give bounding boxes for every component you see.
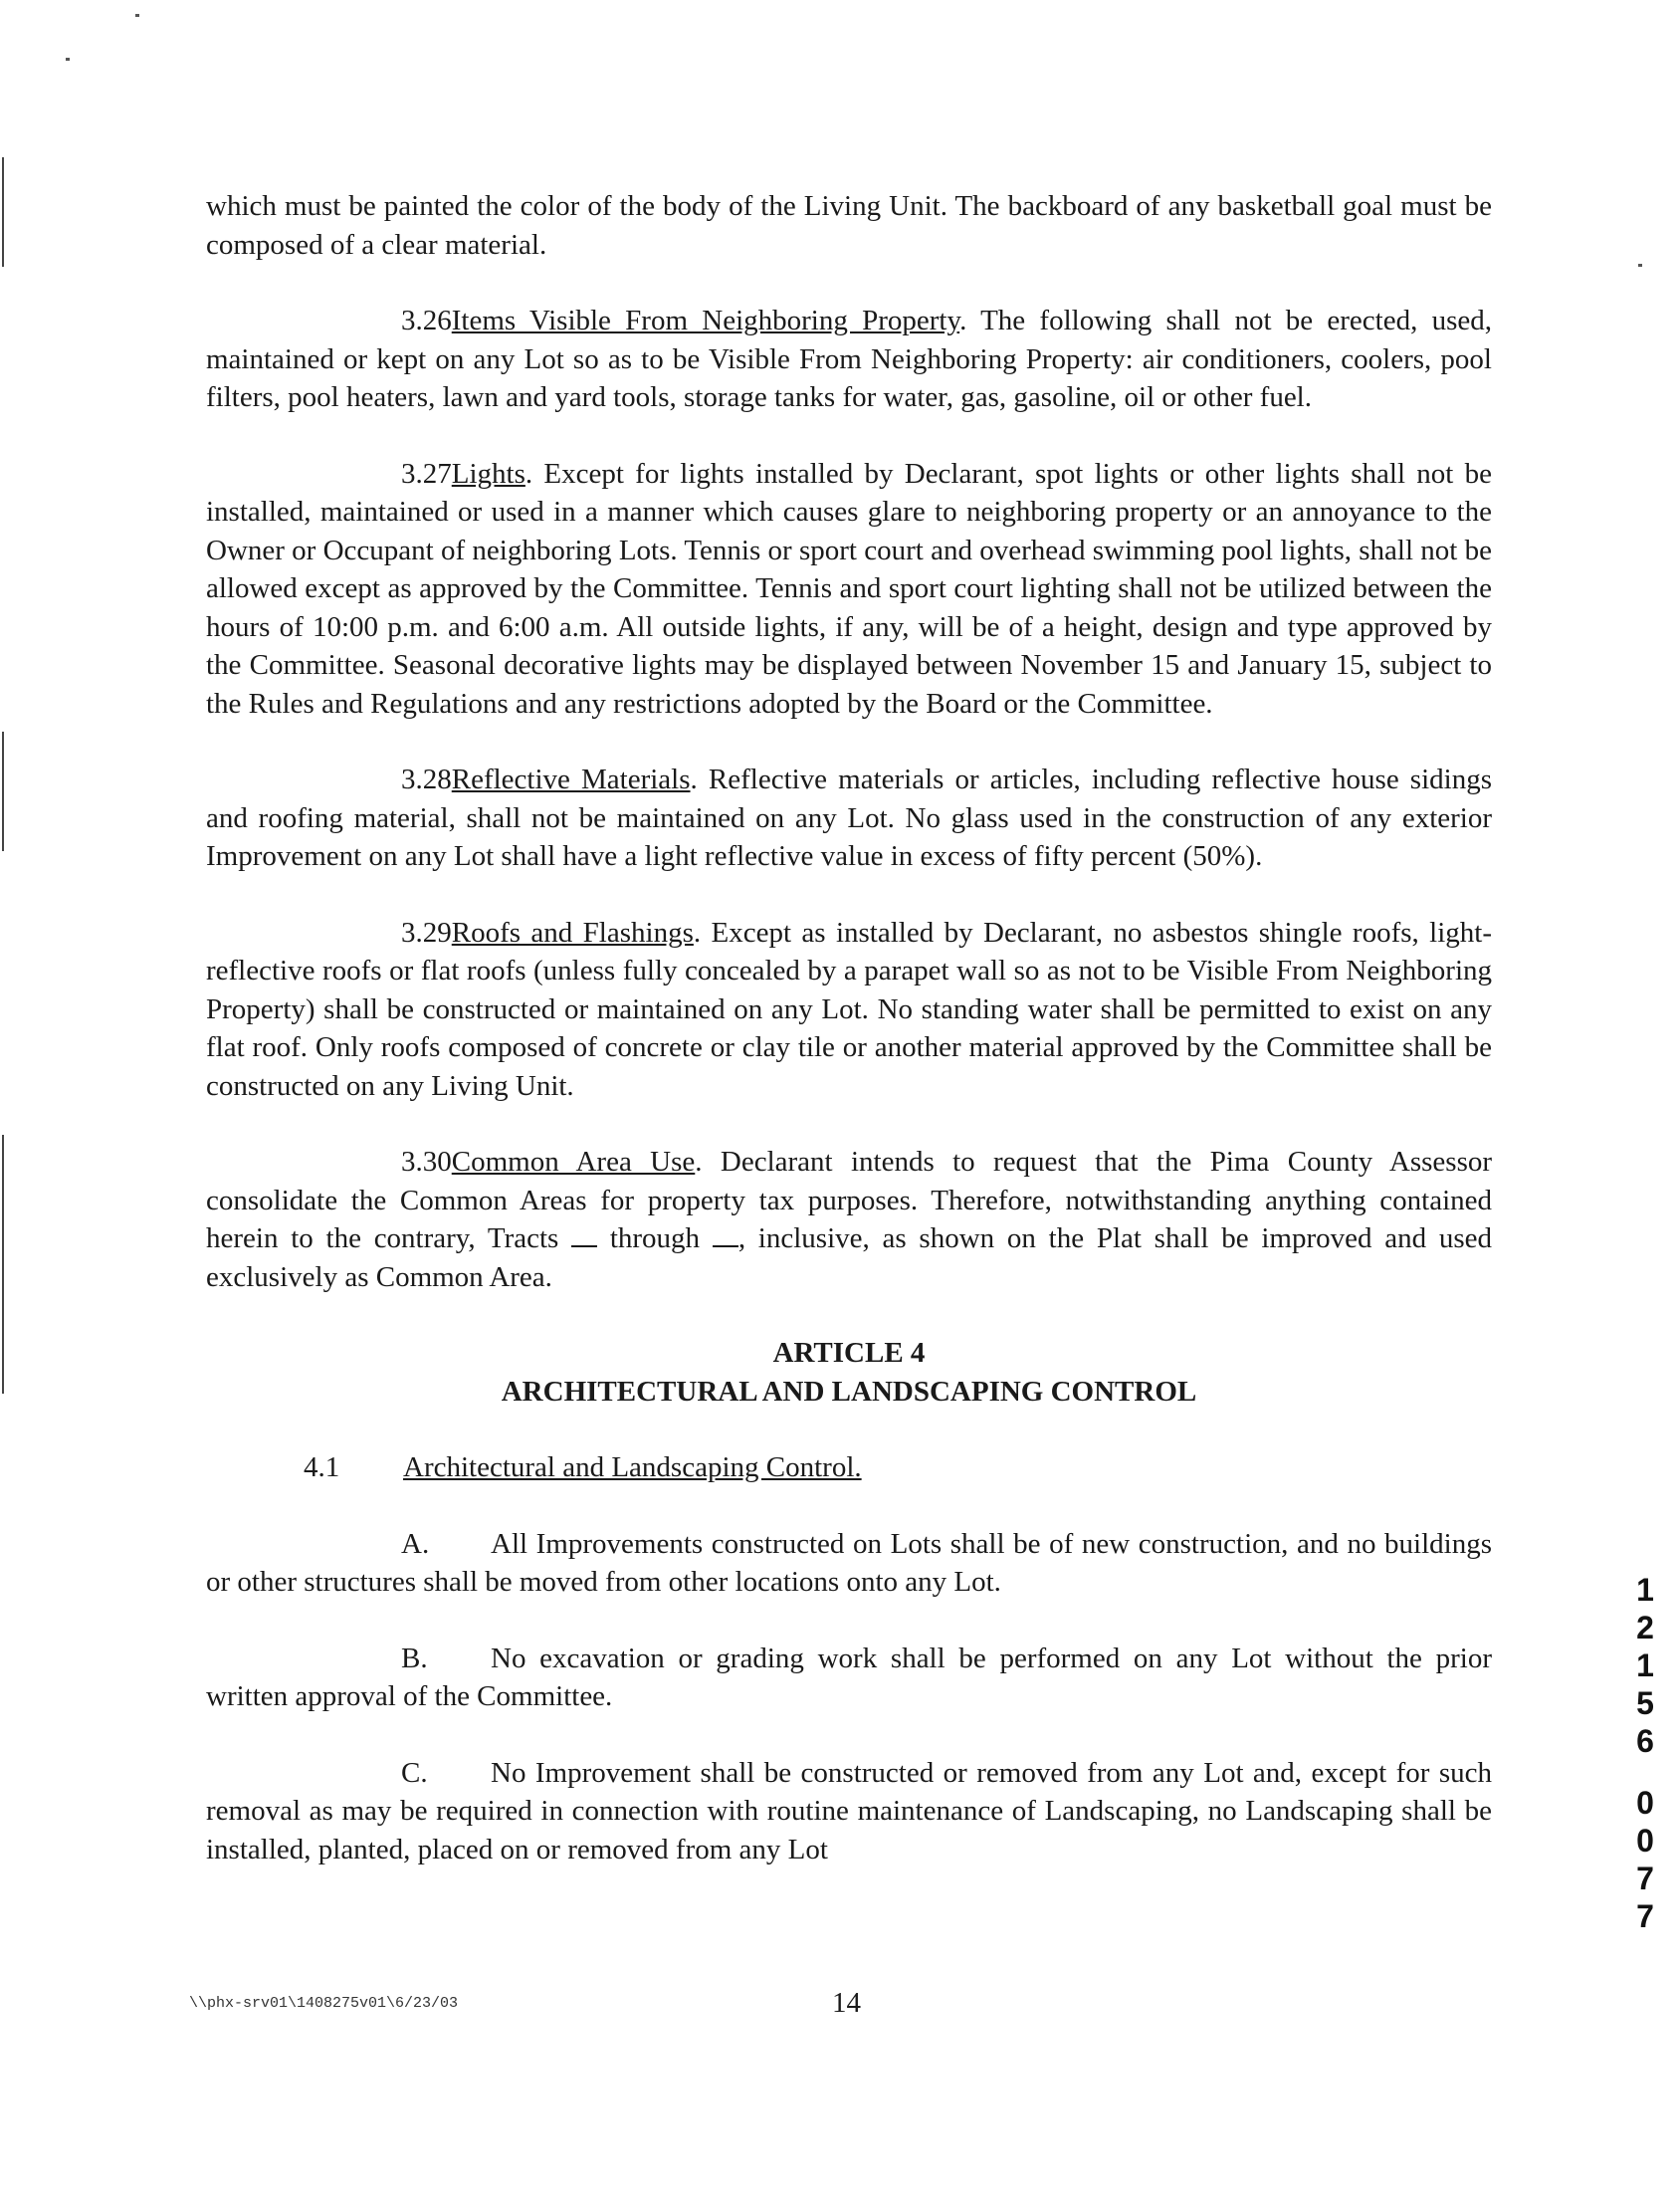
article-number: ARTICLE 4: [772, 1337, 926, 1369]
section-number: 3.29: [401, 916, 452, 949]
item-text: All Improvements constructed on Lots shall be of new construction, and no buildings or other structures shall be moved from other locations onto any Lot.: [206, 1527, 1492, 1598]
section-title: Items Visible From Neighboring Property: [451, 305, 960, 336]
item-text: No Improvement shall be constructed or removed from any Lot and, except for such removal as may be required in connection with routine maintenance of Landscaping, no Landscaping shall be installed, planted, placed on or removed from any Lot: [206, 1756, 1492, 1865]
continuation-paragraph: which must be painted the color of the body of the Living Unit. The backboard of any basketball goal must be composed of a clear material.: [206, 190, 1492, 261]
recording-stamp-number: [1630, 1571, 1660, 1935]
section-number: 3.28: [401, 764, 452, 795]
stamp-digit: 1: [1636, 1647, 1654, 1683]
subsection-number: 4.1: [304, 1451, 340, 1483]
scan-speck: [66, 58, 70, 61]
stamp-digit: 6: [1636, 1723, 1654, 1759]
section-body: , inclusive, as shown on the Plat shall be improved and used exclusively as Common Area.: [206, 1222, 1492, 1293]
footer-document-reference: \\phx-srv01\1408275v01\6/23/03: [189, 1995, 459, 2012]
section-body: Reflective materials or articles, including reflective house sidings and roofing material, shall not be maintained on any Lot. No glass used in the construction of any exterior Improvement on any Lot shall have a light reflective value in excess of fifty percent (50%).: [206, 764, 1492, 872]
section-number: 3.26: [401, 305, 452, 336]
scan-speck: [135, 14, 139, 17]
stamp-digit: 0: [1636, 1823, 1654, 1859]
section-title: Lights: [451, 457, 525, 490]
scan-speck: [1638, 264, 1642, 267]
item-letter: A.: [401, 1527, 430, 1560]
stamp-digit: 7: [1636, 1861, 1654, 1896]
item-c: [206, 1754, 1492, 1869]
section-3-26: 3.26Items Visible From Neighboring Property. The following shall not be erected, used, maintained or kept on any Lot so as to be Visible From Neighboring Property: air conditioners, coolers, pool filters, pool heaters, lawn and yard tools, storage tanks for water, gas, gasoline, oil or other fuel.: [206, 302, 1492, 417]
document-page: [206, 187, 1492, 1868]
section-3-30: 3.30Common Area Use. Declarant intends to request that the Pima County Assessor consolidate the Common Areas for property tax purposes. Therefore, notwithstanding anything contained herein to the contrary, Tracts through , inclusive, as shown on the Plat shall be improved and used exclusively as Common Area.: [206, 1143, 1492, 1296]
article-heading: [206, 1334, 1492, 1411]
stamp-digit: 1: [1636, 1572, 1654, 1608]
article-title: ARCHITECTURAL AND LANDSCAPING CONTROL: [501, 1375, 1197, 1408]
scan-margin-line: [2, 732, 4, 851]
page-number: 14: [832, 1987, 861, 2019]
scan-margin-line: [2, 157, 4, 267]
stamp-gap: [1630, 1760, 1660, 1784]
item-text: No excavation or grading work shall be performed on any Lot without the prior written approval of the Committee.: [206, 1642, 1492, 1712]
stamp-digit: 7: [1636, 1898, 1654, 1934]
section-number: 3.30: [401, 1146, 452, 1178]
stamp-digit: 2: [1636, 1610, 1654, 1645]
blank-line: [571, 1221, 597, 1247]
item-letter: B.: [401, 1642, 428, 1674]
stamp-digit: 0: [1636, 1785, 1654, 1821]
section-3-27: 3.27Lights. Except for lights installed by Declarant, spot lights or other lights shall not be installed, maintained or used in a manner which causes glare to neighboring property or an annoyance to the Owner or Occupant of neighboring Lots. Tennis or sport court and overhead swimming pool lights, shall not be allowed except as approved by the Committee. Tennis and sport court lighting shall not be utilized between the hours of 10:00 p.m. and 6:00 a.m. All outside lights, if any, will be of a height, design and type approved by the Committee. Seasonal decorative lights may be displayed between November 15 and January 15, subject to the Rules and Regulations and any restrictions adopted by the Board or the Committee.: [206, 455, 1492, 724]
scan-margin-line: [2, 1135, 4, 1394]
section-body: through: [609, 1222, 701, 1254]
item-b: [206, 1640, 1492, 1716]
stamp-digit: 5: [1636, 1685, 1654, 1721]
item-a: [206, 1525, 1492, 1602]
section-body: Except as installed by Declarant, no asbestos shingle roofs, light-reflective roofs or flat roofs (unless fully concealed by a parapet wall so as not to be Visible From Neighboring Property) shall be constructed or maintained on any Lot. No standing water shall be permitted to exist on any flat roof. Only roofs composed of concrete or clay tile or another material approved by the Committee shall be constructed on any Living Unit.: [206, 916, 1492, 1102]
section-title: Roofs and Flashings: [451, 916, 694, 949]
section-body: Declarant intends to request that the Pima County Assessor consolidate the Common Areas for property tax purposes. Therefore, notwithstanding anything contained herein to the contrary, Tracts: [206, 1146, 1493, 1254]
section-3-29: 3.29Roofs and Flashings. Except as installed by Declarant, no asbestos shingle roofs, light-reflective roofs or flat roofs (unless fully concealed by a parapet wall so as not to be Visible From Neighboring Property) shall be constructed or maintained on any Lot. No standing water shall be permitted to exist on any flat roof. Only roofs composed of concrete or clay tile or another material approved by the Committee shall be constructed on any Living Unit.: [206, 914, 1492, 1106]
section-body: The following shall not be erected, used, maintained or kept on any Lot so as to be Visible From Neighboring Property: air conditioners, coolers, pool filters, pool heaters, lawn and yard tools, storage tanks for water, gas, gasoline, oil or other fuel.: [206, 305, 1493, 413]
subsection-4-1: [304, 1448, 1492, 1487]
section-3-28: 3.28Reflective Materials. Reflective materials or articles, including reflective house sidings and roofing material, shall not be maintained on any Lot. No glass used in the construction of any exterior Improvement on any Lot shall have a light reflective value in excess of fifty percent (50%).: [206, 761, 1492, 876]
item-letter: C.: [401, 1756, 428, 1789]
section-body: Except for lights installed by Declarant, spot lights or other lights shall not be installed, maintained or used in a manner which causes glare to neighboring property or an annoyance to the Owner or Occupant of neighboring Lots. Tennis or sport court and overhead swimming pool lights, shall not be allowed except as approved by the Committee. Tennis and sport court lighting shall not be utilized between the hours of 10:00 p.m. and 6:00 a.m. All outside lights, if any, will be of a height, design and type approved by the Committee. Seasonal decorative lights may be displayed between November 15 and January 15, subject to the Rules and Regulations and any restrictions adopted by the Board or the Committee.: [206, 457, 1492, 720]
section-number: 3.27: [401, 457, 452, 490]
blank-line: [713, 1221, 738, 1247]
section-title: Reflective Materials: [451, 764, 691, 795]
subsection-title: Architectural and Landscaping Control.: [403, 1451, 862, 1483]
section-title: Common Area Use: [451, 1146, 696, 1178]
